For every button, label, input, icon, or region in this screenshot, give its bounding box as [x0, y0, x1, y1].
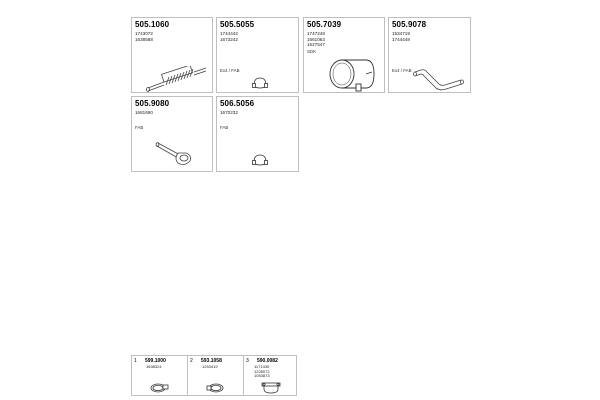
- part-card[interactable]: [216, 96, 299, 172]
- accessory-item[interactable]: [244, 356, 296, 395]
- part-code: 505.9080: [135, 99, 170, 108]
- accessory-number: 3: [246, 358, 249, 364]
- part-note: FAB: [220, 125, 229, 130]
- part-refs: 1534719 1744448: [392, 31, 410, 42]
- hose-clamp-icon: [149, 382, 169, 394]
- accessory-code: 590.0082: [257, 358, 278, 364]
- accessory-item[interactable]: [132, 356, 187, 395]
- part-code: 505.5055: [220, 20, 255, 29]
- part-code: 505.1060: [135, 20, 170, 29]
- part-refs: 1743072 1638588: [135, 31, 153, 42]
- part-note: Ex4 / FAB: [220, 68, 240, 73]
- part-refs: 1670232: [220, 110, 238, 115]
- bent-pipe-icon: [411, 66, 467, 94]
- accessory-refs: 1253419: [202, 364, 218, 369]
- pipe-clamp-icon: [251, 151, 269, 169]
- part-code: 505.7039: [307, 20, 342, 29]
- part-card[interactable]: [388, 17, 471, 93]
- silencer-icon: [326, 54, 376, 94]
- tail-pipe-icon: [154, 139, 198, 169]
- part-refs: 1747248 1661063 1627547: [307, 31, 325, 48]
- accessory-refs: 1638324: [146, 364, 162, 369]
- part-card[interactable]: [303, 17, 385, 93]
- part-note: FAB: [135, 125, 144, 130]
- part-refs: 1744442 1673242: [220, 31, 238, 42]
- accessory-item[interactable]: [188, 356, 243, 395]
- pipe-clamp-icon: [251, 74, 269, 92]
- accessories-strip: [131, 355, 297, 396]
- accessory-refs: 1171430 1228072 1053873: [254, 364, 270, 379]
- accessory-number: 2: [190, 358, 193, 364]
- part-code: 505.9078: [392, 20, 427, 29]
- accessory-number: 1: [134, 358, 137, 364]
- u-bolt-clamp-icon: [260, 381, 282, 394]
- accessory-code: 599.1000: [145, 358, 166, 364]
- flex-pipe-icon: [144, 66, 210, 94]
- part-note: SDK: [307, 49, 317, 54]
- part-note: Ex4 / FAB: [392, 68, 412, 73]
- part-card[interactable]: [131, 96, 213, 172]
- accessory-code: 593.1058: [201, 358, 222, 364]
- part-code: 506.5056: [220, 99, 255, 108]
- part-card[interactable]: [131, 17, 213, 93]
- part-card[interactable]: [216, 17, 299, 93]
- part-refs: 1681690: [135, 110, 153, 115]
- band-clamp-icon: [206, 382, 226, 394]
